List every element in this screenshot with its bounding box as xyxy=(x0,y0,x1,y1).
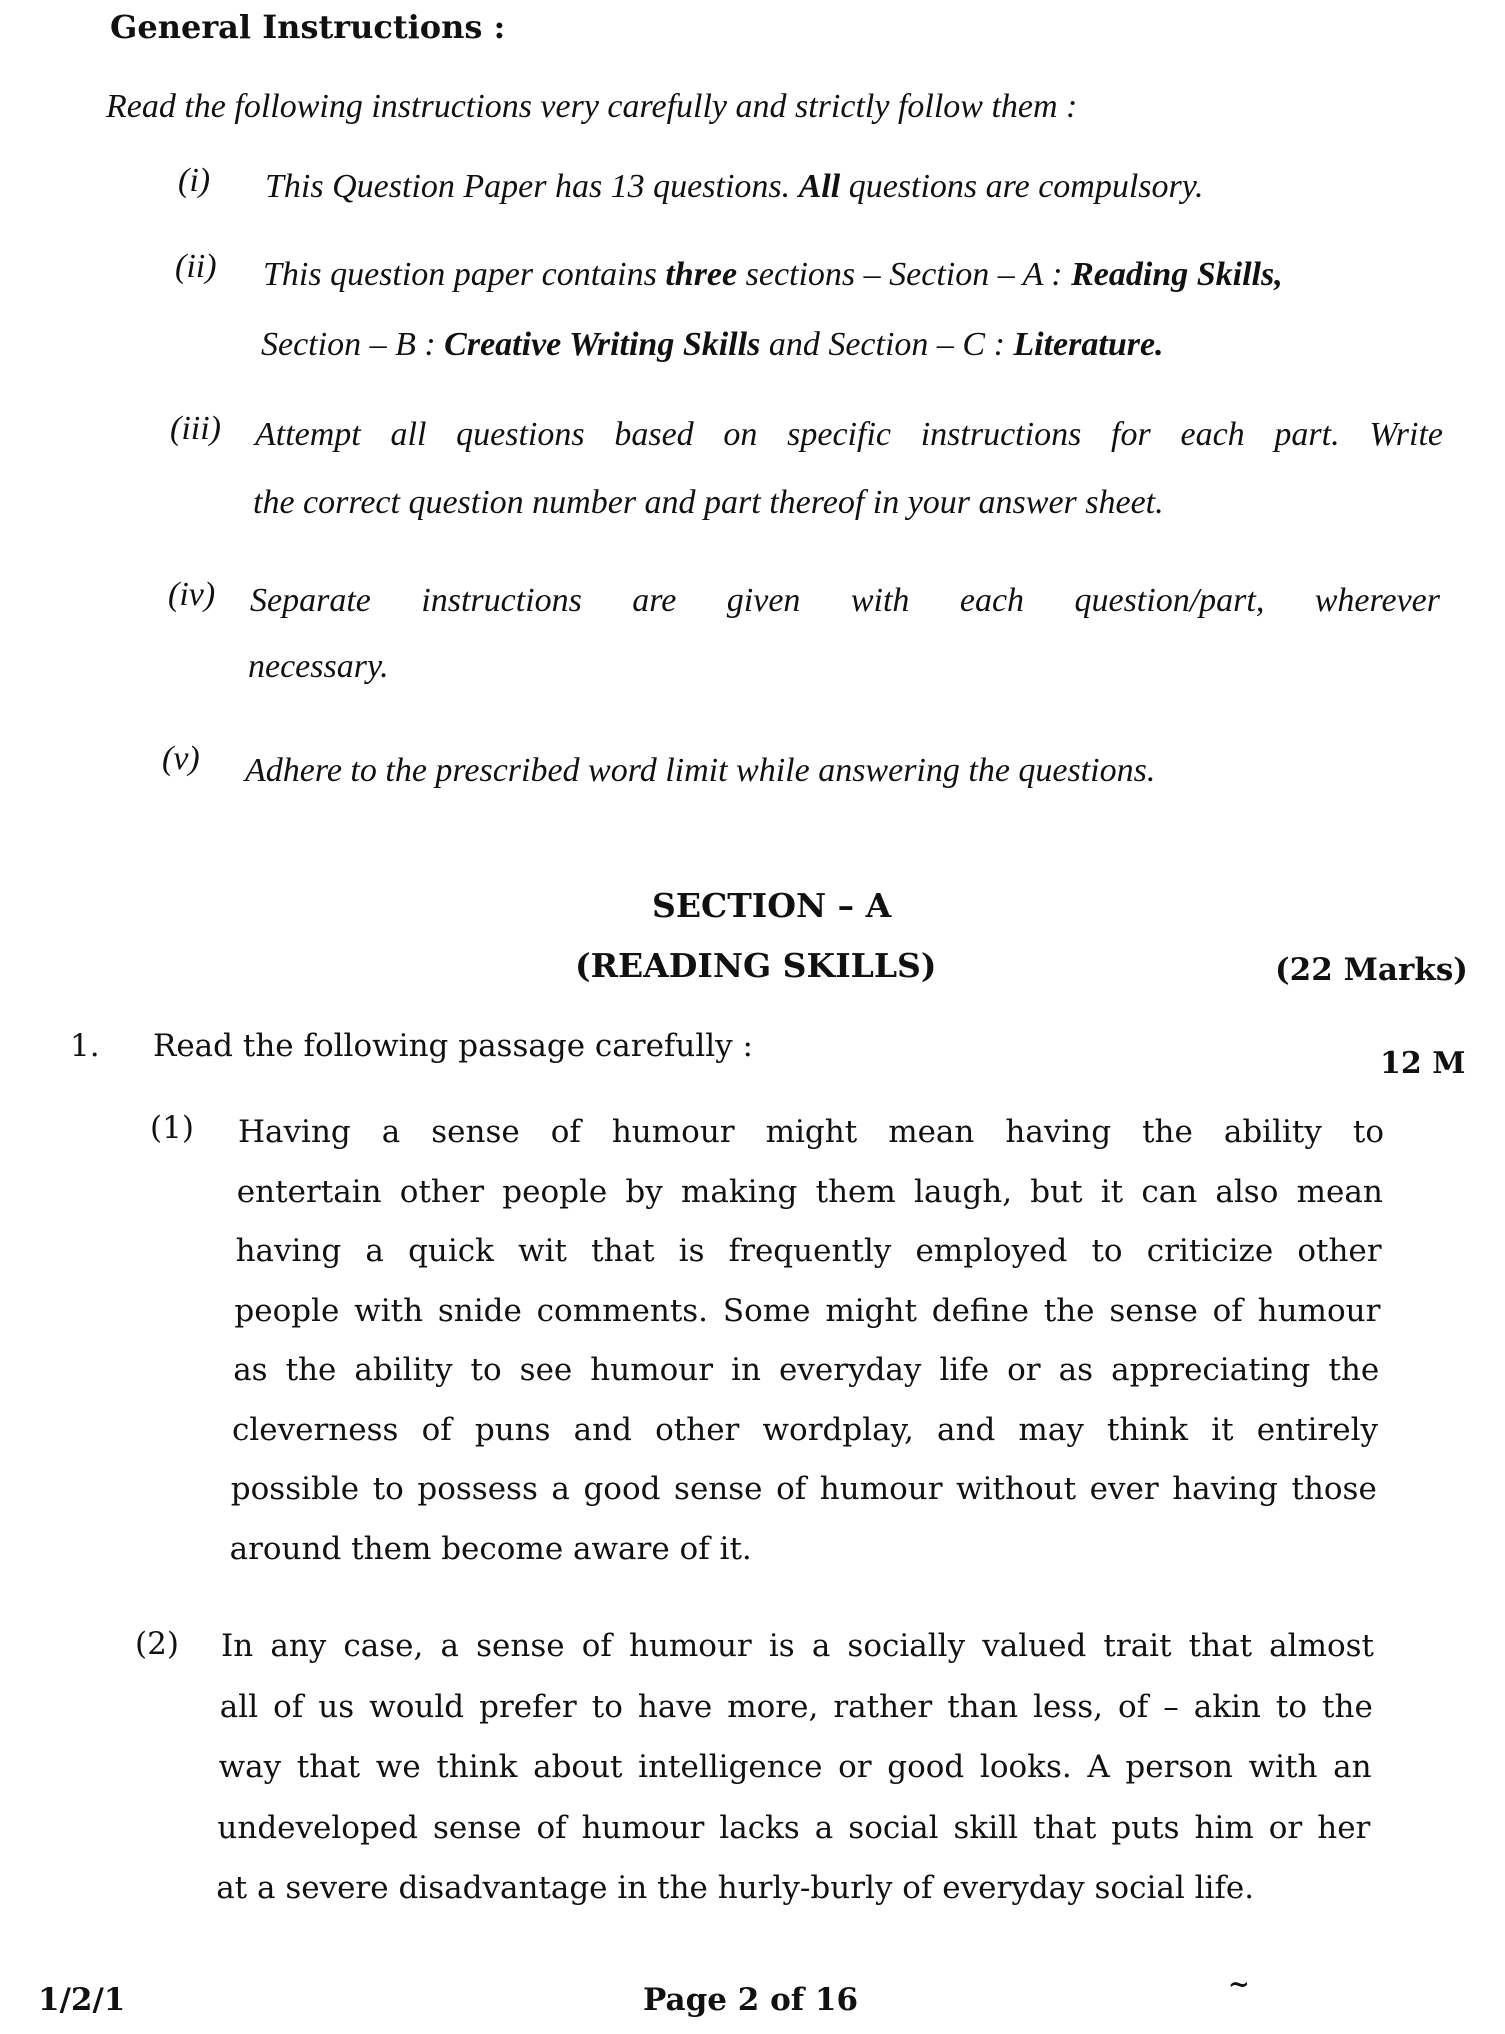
instructions-intro: Read the following instructions very carefully and strictly follow them : xyxy=(106,88,1078,125)
text-bold: Reading Skills, xyxy=(1071,256,1283,293)
question-number: 1. xyxy=(70,1028,100,1064)
passage-line: cleverness of puns and other wordplay, and may think it entirely xyxy=(232,1411,1378,1448)
text-bold: three xyxy=(665,256,738,293)
question-marks: 12 M xyxy=(1380,1046,1466,1081)
passage-line: at a severe disadvantage in the hurly-burly of everyday social life. xyxy=(216,1870,1255,1906)
passage-line: people with snide comments. Some might define the sense of humour xyxy=(234,1292,1381,1329)
instruction-1 xyxy=(265,168,1203,206)
passage-line: entertain other people by making them laugh, but it can also mean xyxy=(236,1173,1383,1210)
passage-line: all of us would prefer to have more, rather than less, of – akin to the xyxy=(219,1688,1373,1725)
instruction-3-line2: the correct question number and part thereof in your answer sheet. xyxy=(253,484,1164,521)
instruction-4-line1: Separate instructions are given with each question/part, wherever xyxy=(250,582,1440,619)
footer-mark: ~ xyxy=(1228,1970,1250,2000)
instruction-4-line2: necessary. xyxy=(248,648,389,685)
instruction-number: (i) xyxy=(178,162,211,199)
passage-line: undeveloped sense of humour lacks a social skill that puts him or her xyxy=(217,1809,1371,1846)
passage-line: having a quick wit that is frequently employed to criticize other xyxy=(235,1233,1382,1269)
passage-line: In any case, a sense of humour is a socially valued trait that almost xyxy=(221,1628,1374,1664)
passage-line: Having a sense of humour might mean having the ability to xyxy=(238,1114,1384,1150)
text-bold: All xyxy=(798,168,841,205)
instruction-number: (ii) xyxy=(175,248,217,285)
text: sections – Section – A : xyxy=(737,256,1072,293)
instruction-number: (v) xyxy=(162,740,200,777)
text: Section – B : xyxy=(261,326,445,363)
instruction-5: Adhere to the prescribed word limit while answering the questions. xyxy=(245,752,1156,789)
section-subtitle: (READING SKILLS) xyxy=(575,946,937,985)
general-instructions-heading: General Instructions : xyxy=(110,8,506,46)
instruction-2-line2 xyxy=(261,326,1164,364)
instruction-3-line1: Attempt all questions based on specific instructions for each part. Write xyxy=(255,416,1443,453)
text: This Question Paper has 13 questions. xyxy=(265,168,799,205)
passage-line: as the ability to see humour in everyday life or as appreciating the xyxy=(233,1352,1380,1388)
question-text: Read the following passage carefully : xyxy=(153,1028,753,1064)
section-marks: (22 Marks) xyxy=(1275,952,1468,988)
page-number: Page 2 of 16 xyxy=(643,1982,859,2018)
instruction-number: (iii) xyxy=(170,410,221,447)
text: and Section – C : xyxy=(760,326,1014,363)
text: This question paper contains xyxy=(263,256,666,293)
text-bold: Creative Writing Skills xyxy=(444,326,761,363)
paper-code: 1/2/1 xyxy=(38,1982,126,2018)
instruction-number: (iv) xyxy=(168,576,216,613)
passage-line: way that we think about intelligence or good looks. A person with an xyxy=(218,1749,1372,1785)
instruction-2-line1 xyxy=(263,256,1283,294)
paragraph-number: (1) xyxy=(150,1110,194,1146)
passage-line: around them become aware of it. xyxy=(229,1530,752,1567)
text-bold: Literature. xyxy=(1013,326,1164,363)
text: questions are compulsory. xyxy=(840,168,1204,205)
passage-line: possible to possess a good sense of humour without ever having those xyxy=(230,1471,1377,1507)
section-title: SECTION – A xyxy=(652,886,892,925)
paragraph-number: (2) xyxy=(135,1626,179,1662)
